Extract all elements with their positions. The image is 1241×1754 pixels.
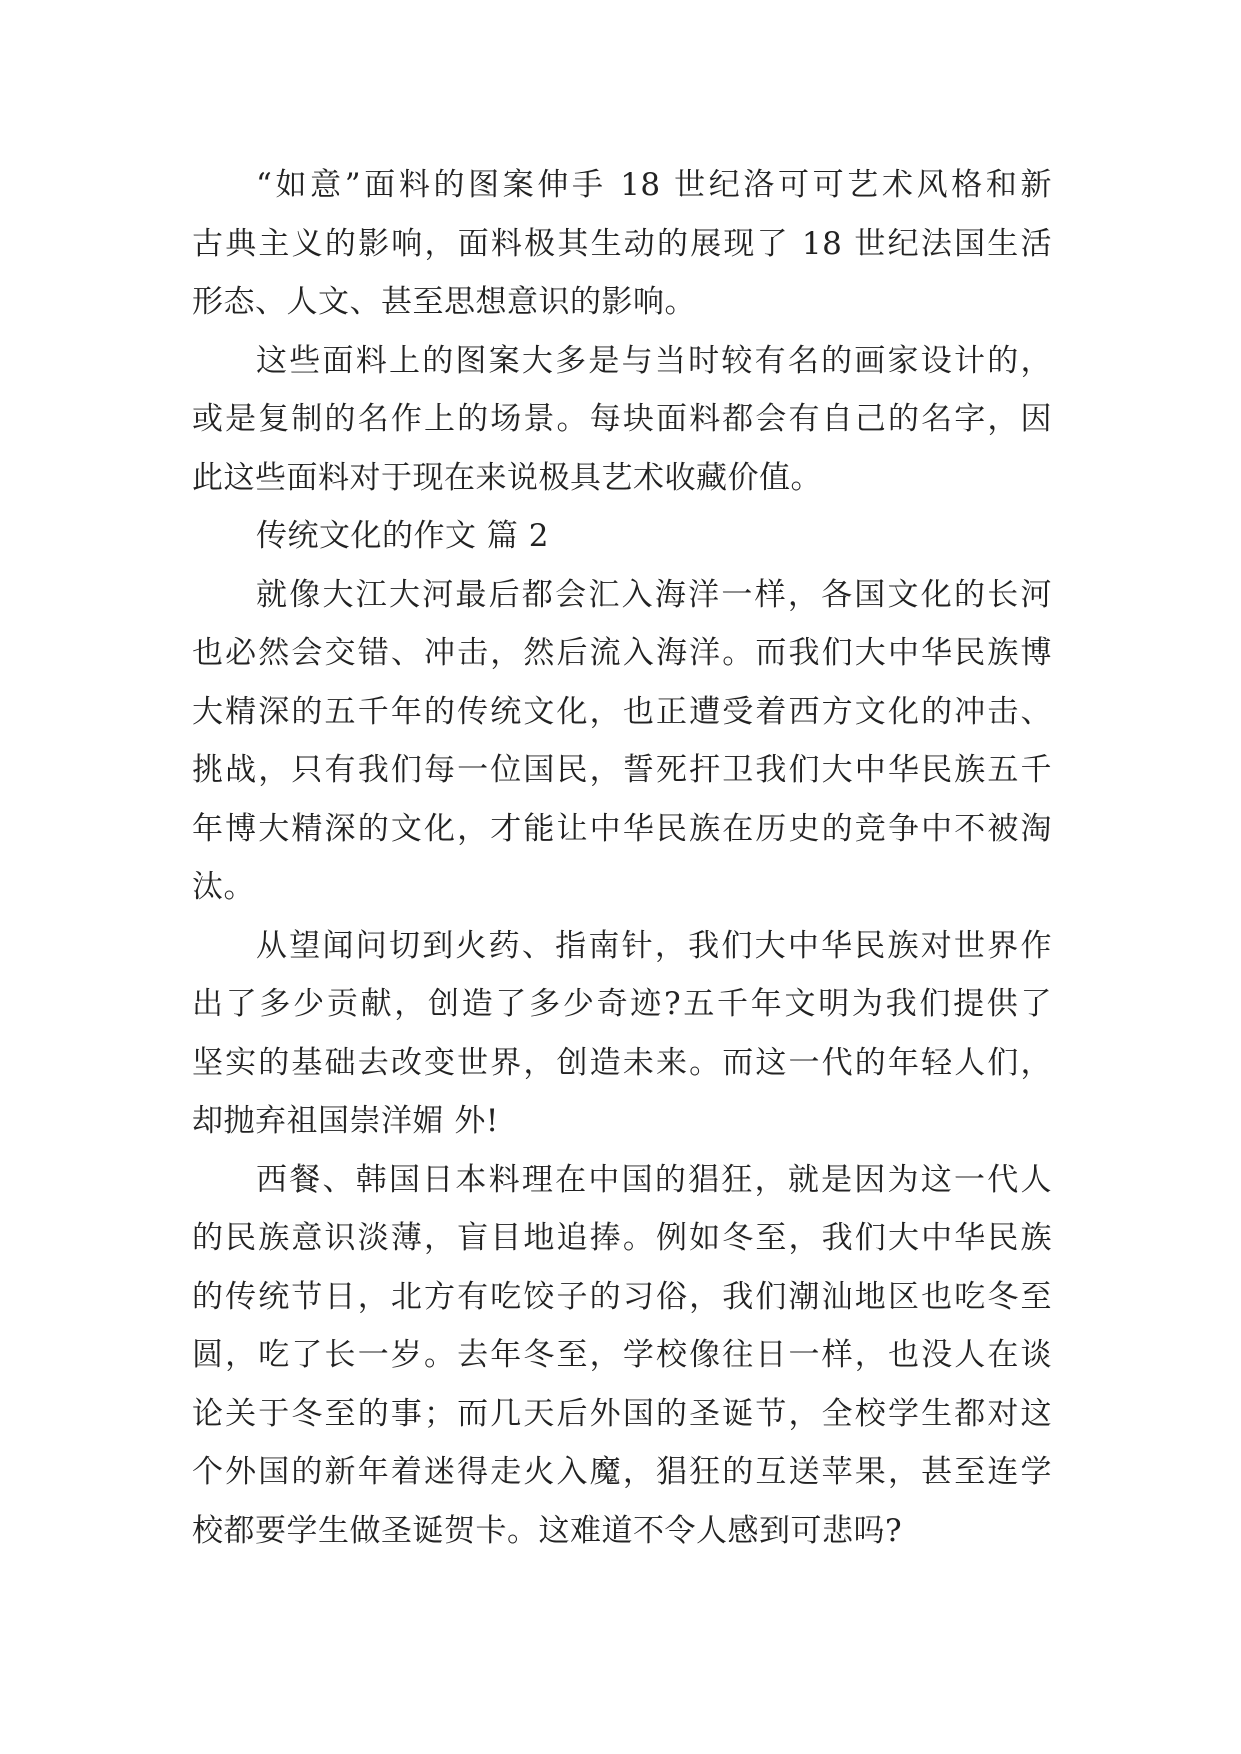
text-line: 形态、人文、甚至思想意识的影响。	[192, 284, 696, 320]
text-line: 大精深的五千年的传统文化，也正遭受着西方文化的冲击、	[192, 693, 1052, 730]
paragraph-1	[192, 156, 1052, 332]
paragraph-4	[192, 917, 1052, 1151]
text-line: 年博大精深的文化，才能让中华民族在历史的竞争中不被淘	[192, 810, 1052, 847]
text-line: 个外国的新年着迷得走火入魔，猖狂的互送苹果，甚至连学	[192, 1454, 1052, 1490]
document-body	[192, 156, 1052, 1560]
text-line: 的民族意识淡薄，盲目地追捧。例如冬至，我们大中华民族	[192, 1220, 1052, 1256]
text-line: 或是复制的名作上的场景。每块面料都会有自己的名字，因	[192, 401, 1052, 437]
text-line: 校都要学生做圣诞贺卡。这难道不令人感到可悲吗?	[192, 1512, 903, 1549]
text-line: “如意”面料的图案伸手 18 世纪洛可可艺术风格和新	[256, 167, 1052, 203]
text-line: 坚实的基础去改变世界，创造未来。而这一代的年轻人们，	[192, 1044, 1052, 1081]
text-line: 汰。	[192, 869, 255, 905]
text-line: 从望闻问切到火药、指南针，我们大中华民族对世界作	[256, 927, 1052, 964]
text-line: 挑战，只有我们每一位国民，誓死扞卫我们大中华民族五千	[192, 752, 1052, 788]
text-line: 古典主义的影响，面料极其生动的展现了 18 世纪法国生活	[192, 225, 1052, 262]
section-heading	[192, 507, 1052, 566]
text-line: 西餐、韩国日本料理在中国的猖狂，就是因为这一代人	[256, 1161, 1052, 1198]
heading-text: 传统文化的作文 篇 2	[256, 518, 549, 554]
text-line: 此这些面料对于现在来说极具艺术收藏价值。	[192, 459, 822, 496]
text-line: 的传统节日，北方有吃饺子的习俗，我们潮汕地区也吃冬至	[192, 1278, 1052, 1315]
paragraph-2	[192, 332, 1052, 508]
text-line: 也必然会交错、冲击，然后流入海洋。而我们大中华民族博	[192, 635, 1052, 671]
text-line: 就像大江大河最后都会汇入海洋一样，各国文化的长河	[256, 576, 1052, 613]
text-line: 却抛弃祖国崇洋媚 外!	[192, 1103, 499, 1139]
paragraph-3	[192, 566, 1052, 917]
paragraph-5	[192, 1151, 1052, 1561]
text-line: 这些面料上的图案大多是与当时较有名的画家设计的，	[256, 342, 1052, 379]
text-line: 出了多少贡献，创造了多少奇迹?五千年文明为我们提供了	[192, 986, 1052, 1022]
text-line: 圆，吃了长一岁。去年冬至，学校像往日一样，也没人在谈	[192, 1337, 1052, 1373]
text-line: 论关于冬至的事；而几天后外国的圣诞节，全校学生都对这	[192, 1395, 1052, 1432]
